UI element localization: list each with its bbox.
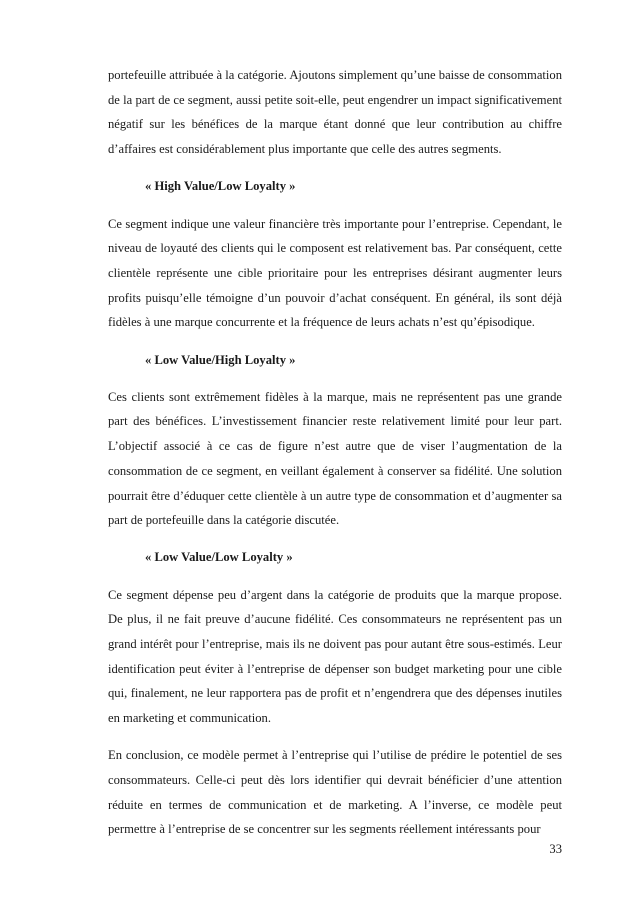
paragraph-high-value-low-loyalty: Ce segment indique une valeur financière très importante pour l’entreprise. Cependant, le niveau de loyauté des clients qui le composent est relativement bas. Par conséquent, cette clientèle représente une cible prioritaire pour les entreprises désirant augmenter leurs profits puisqu’elle témoigne d’un pouvoir d’achat conséquent. En général, ils sont déjà fidèles à une marque concurrente et la fréquence de leurs achats n’est qu’épisodique. — [108, 216, 562, 330]
heading-low-value-low-loyalty: « Low Value/Low Loyalty » — [145, 550, 293, 565]
paragraph-conclusion: En conclusion, ce modèle permet à l’entreprise qui l’utilise de prédire le potentiel de ses consommateurs. Celle-ci peut dès lors identifier qui devrait bénéficier d’une attention réduite en termes de communication et de marketing. A l’inverse, ce modèle peut permettre à l’entreprise de se concentrer sur les segments réellement intéressants pour — [108, 748, 562, 837]
paragraph-low-value-low-loyalty: Ce segment dépense peu d’argent dans la catégorie de produits que la marque propose. De plus, il ne fait preuve d’aucune fidélité. Ces consommateurs ne représentent pas un grand intérêt pour l’entreprise, mais ils ne doivent pas pour autant être sous-estimés. Leur identification peut éviter à l’entreprise de dépenser son budget marketing pour une cible qui, finalement, ne leur rapportera pas de profit et n’engendrera que des dépenses inutiles en marketing et communication. — [108, 587, 562, 726]
heading-high-value-low-loyalty: « High Value/Low Loyalty » — [145, 179, 296, 194]
paragraph-low-value-high-loyalty: Ces clients sont extrêmement fidèles à la marque, mais ne représentent pas une grande part des bénéfices. L’investissement financier reste relativement limité pour leur part. L’objectif associé à ce cas de figure n’est autre que de viser l’augmentation de la consommation de ce segment, en veillant également à conserver sa fidélité. Une solution pourrait être d’éduquer cette clientèle à un autre type de consommation et d’augmenter sa part de portefeuille dans la catégorie discutée. — [108, 389, 562, 528]
heading-low-value-high-loyalty: « Low Value/High Loyalty » — [145, 352, 296, 367]
paragraph-portfolio-impact: portefeuille attribuée à la catégorie. Ajoutons simplement qu’une baisse de consommation de la part de ce segment, aussi petite soit-elle, peut engendrer un impact significativement négatif sur les bénéfices de la marque étant donné que leur contribution au chiffre d’affaires est considérablement plus importante que celle des autres segments. — [108, 68, 562, 157]
page-number: 33 — [549, 842, 562, 856]
document-page — [108, 63, 562, 855]
